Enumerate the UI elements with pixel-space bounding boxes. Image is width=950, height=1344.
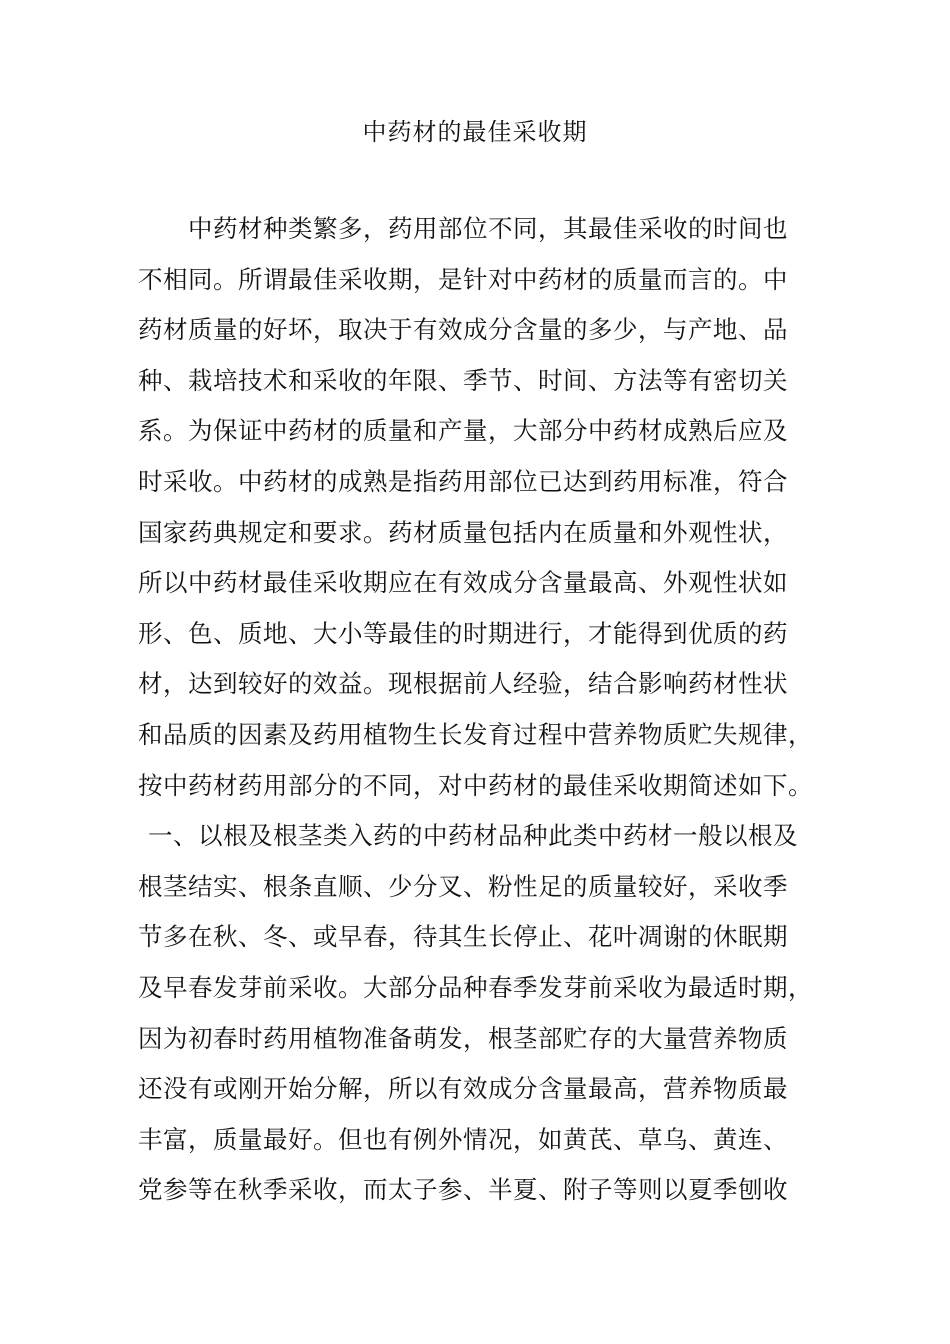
paragraph-line: 根茎结实、根条直顺、少分叉、粉性足的质量较好，采收季 xyxy=(138,871,788,901)
paragraph-line: 节多在秋、冬、或早春，待其生长停止、花叶凋谢的休眠期 xyxy=(138,922,788,952)
paragraph-line: 丰富，质量最好。但也有例外情况，如黄芪、草乌、黄连、 xyxy=(138,1124,788,1154)
paragraph-line: 形、色、质地、大小等最佳的时期进行，才能得到优质的药 xyxy=(138,618,788,648)
paragraph-line: 系。为保证中药材的质量和产量，大部分中药材成熟后应及 xyxy=(138,416,788,446)
paragraph-line: 不相同。所谓最佳采收期，是针对中药材的质量而言的。中 xyxy=(138,264,788,294)
section-heading-line: 一、以根及根茎类入药的中药材品种此类中药材一般以根及 xyxy=(148,821,798,851)
paragraph-line: 时采收。中药材的成熟是指药用部位已达到药用标准，符合 xyxy=(138,466,788,496)
paragraph-line: 党参等在秋季采收，而太子参、半夏、附子等则以夏季刨收 xyxy=(138,1175,788,1205)
paragraph-line: 材，达到较好的效益。现根据前人经验，结合影响药材性状 xyxy=(138,669,788,699)
paragraph-line: 所以中药材最佳采收期应在有效成分含量最高、外观性状如 xyxy=(138,568,788,598)
paragraph-line: 及早春发芽前采收。大部分品种春季发芽前采收为最适时期， xyxy=(138,972,813,1002)
paragraph-line: 还没有或刚开始分解，所以有效成分含量最高，营养物质最 xyxy=(138,1074,788,1104)
paragraph-line: 因为初春时药用植物准备萌发，根茎部贮存的大量营养物质 xyxy=(138,1023,788,1053)
paragraph-line: 国家药典规定和要求。药材质量包括内在质量和外观性状， xyxy=(138,517,788,547)
document-body xyxy=(138,204,858,1216)
paragraph-line: 按中药材药用部分的不同，对中药材的最佳采收期简述如下。 xyxy=(138,770,813,800)
document-title: 中药材的最佳采收期 xyxy=(362,118,588,146)
paragraph-line: 和品质的因素及药用植物生长发育过程中营养物质贮失规律， xyxy=(138,719,813,749)
paragraph-line: 药材质量的好坏，取决于有效成分含量的多少，与产地、品 xyxy=(138,315,788,345)
paragraph-line: 中药材种类繁多，药用部位不同，其最佳采收的时间也 xyxy=(188,214,788,243)
paragraph-line: 种、栽培技术和采收的年限、季节、时间、方法等有密切关 xyxy=(138,365,788,395)
